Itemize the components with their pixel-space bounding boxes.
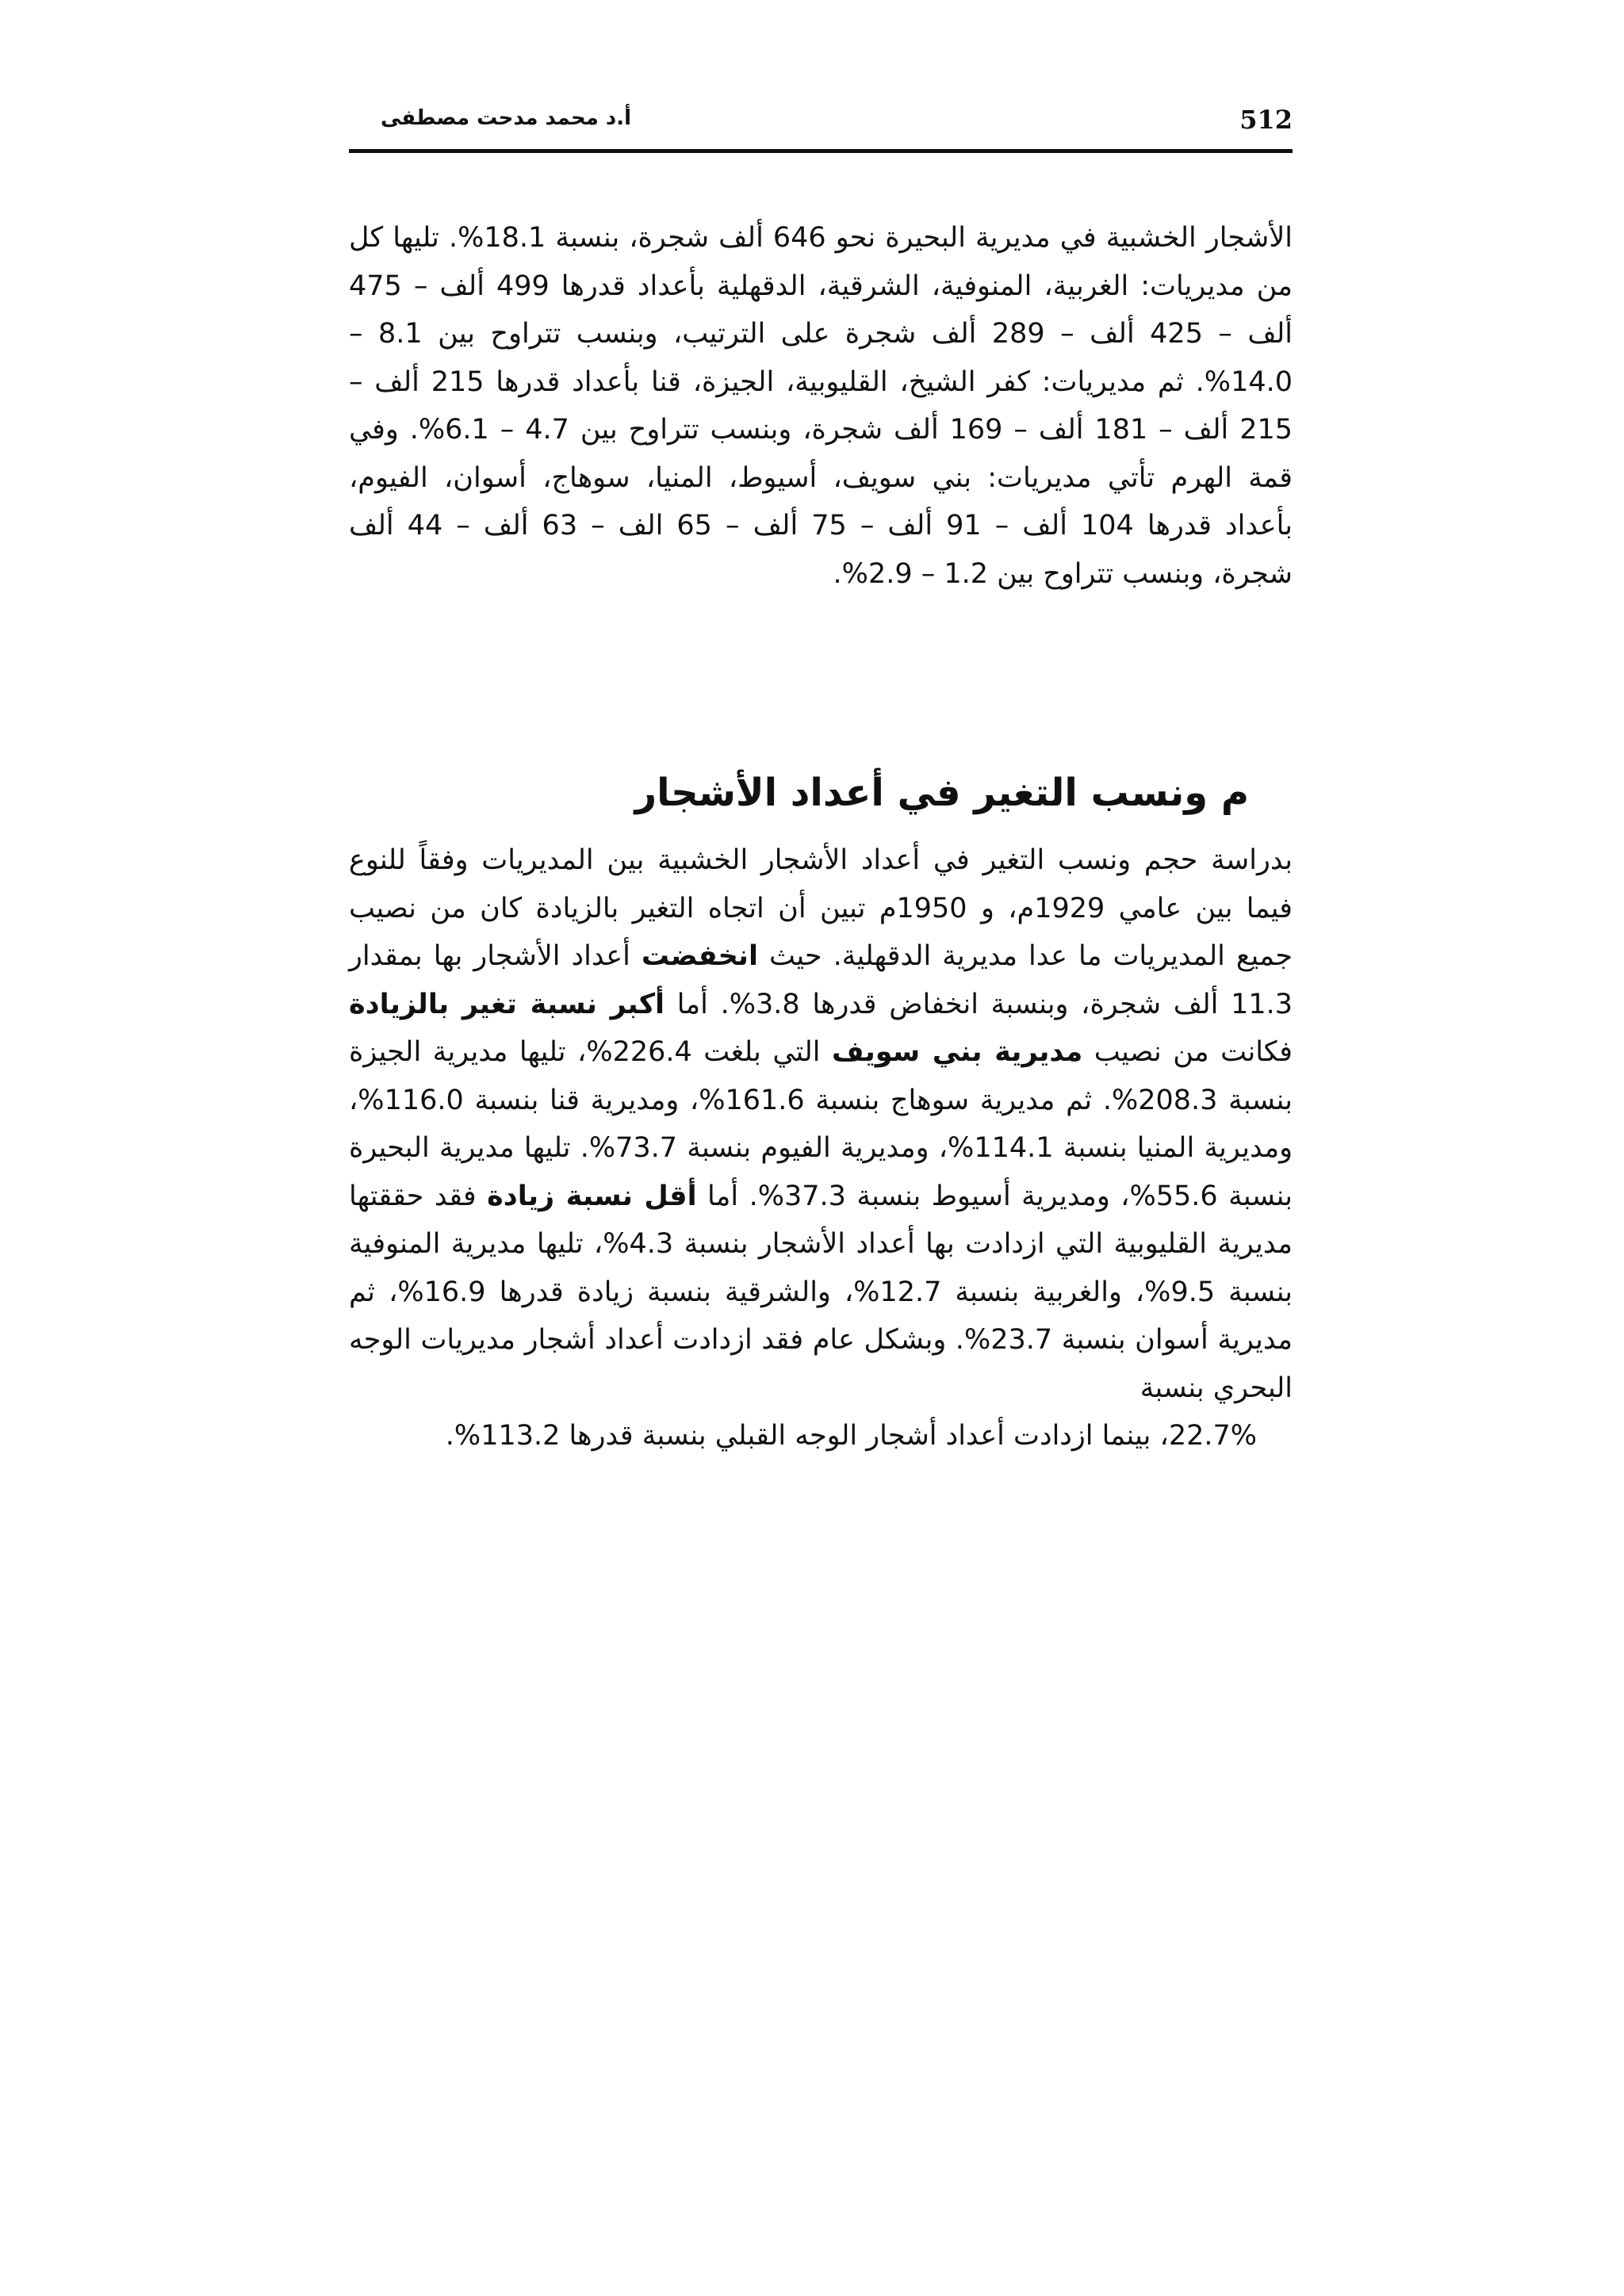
paragraph-2-text: فكانت من نصيب <box>1082 1036 1293 1068</box>
section-heading: م ونسب التغير في أعداد الأشجار <box>634 771 1249 815</box>
paragraph-2-text: فقد حققتها مديرية القليوبية التي ازدادت بها أعداد الأشجار بنسبة 4.3%، تليها مديرية المنوفية بنسبة 9.5%، والغربية بنسبة 12.7%، والشرقية بنسبة زيادة قدرها 16.9%، ثم مديرية أسوان بنسبة 23.7%. وبشكل عام فقد ازدادت أعداد أشجار مديريات الوجه البحري بنسبة <box>349 1180 1293 1404</box>
page-number: 512 <box>1239 105 1293 135</box>
paragraph-2-text: بدراسة حجم ونسب التغير في أعداد الأشجار الخشبية بين المديريات وفقاً للنوع فيما بين عامي 1929م، و 1950م تبين أن اتجاه التغير بالزيادة كان من نصيب جميع المديريات ما عدا مديرية الدقهلية. حيث <box>349 844 1293 972</box>
bold-term-decreased: انخفضت <box>641 940 758 972</box>
bold-term-smallest-increase: أقل نسبة زيادة <box>487 1180 697 1212</box>
bold-term-largest-increase: أكبر نسبة تغير بالزيادة <box>349 988 665 1020</box>
paragraph-2 <box>349 836 1293 1460</box>
paragraph-2-last-line: 22.7%، بينما ازدادت أعداد أشجار الوجه القبلي بنسبة قدرها 113.2%. <box>445 1420 1257 1452</box>
page-header <box>349 101 1293 153</box>
bold-term-beni-suef: مديرية بني سويف <box>831 1036 1083 1068</box>
running-head-author: أ.د محمد مدحت مصطفى <box>381 106 632 130</box>
paragraph-2-text: أعداد الأشجار بها بمقدار 11.3 ألف شجرة، وبنسبة انخفاض قدرها 3.8%. أما <box>349 940 1293 1020</box>
paragraph-2-text: التي بلغت 226.4%، تليها مديرية الجيزة بنسبة 208.3%. ثم مديرية سوهاج بنسبة 161.6%، ومديرية قنا بنسبة 116.0%، ومديرية المنيا بنسبة 114.1%، ومديرية الفيوم بنسبة 73.7%. تليها مديرية البحيرة بنسبة 55.6%، ومديرية أسيوط بنسبة 37.3%. أما <box>349 1036 1293 1212</box>
paragraph-1: الأشجار الخشبية في مديرية البحيرة نحو 646 ألف شجرة، بنسبة 18.1%. تليها كل من مديريات: الغربية، المنوفية، الشرقية، الدقهلية بأعداد قدرها 499 ألف – 475 ألف – 425 ألف – 289 ألف شجرة على الترتيب، وبنسب تتراوح بين 8.1 – 14.0%. ثم مديريات: كفر الشيخ، القليوبية، الجيزة، قنا بأعداد قدرها 215 ألف – 215 ألف – 181 ألف – 169 ألف شجرة، وبنسب تتراوح بين 4.7 – 6.1%. وفي قمة الهرم تأتي مديريات: بني سويف، أسيوط، المنيا، سوهاج، أسوان، الفيوم، بأعداد قدرها 104 ألف – 91 ألف – 75 ألف – 65 الف – 63 ألف – 44 ألف شجرة، وبنسب تتراوح بين 1.2 – 2.9%. <box>349 222 1293 590</box>
